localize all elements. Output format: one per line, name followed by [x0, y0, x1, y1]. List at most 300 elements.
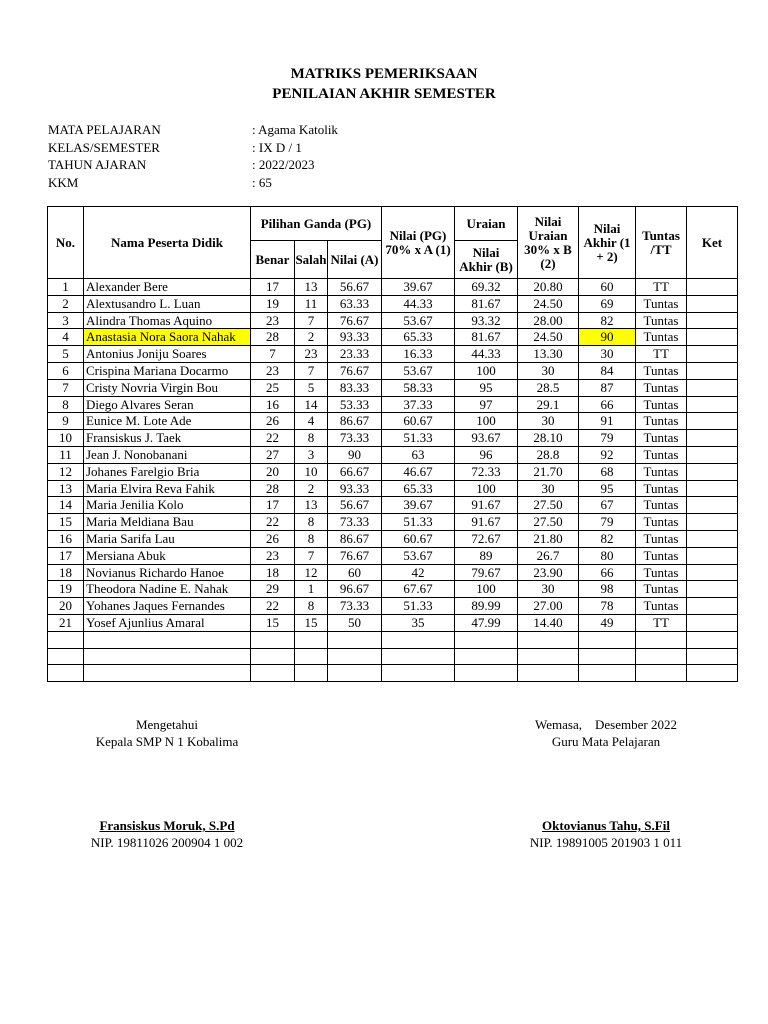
cell-nilai-a: 60	[328, 564, 382, 581]
cell-ket	[687, 446, 738, 463]
cell-nilai-akhir-b: 72.67	[455, 530, 518, 547]
table-row	[48, 329, 738, 346]
cell-nilai-akhir-b: 81.67	[455, 329, 518, 346]
cell-no: 2	[48, 295, 84, 312]
cell-nilai-akhir: 91	[579, 413, 636, 430]
cell-ket	[687, 329, 738, 346]
cell-tuntas: Tuntas	[636, 362, 687, 379]
cell-no: 3	[48, 312, 84, 329]
table-row	[48, 413, 738, 430]
sign-right-name: Oktovianus Tahu, S.Fil	[542, 818, 670, 833]
cell-nilai-pg: 51.33	[382, 514, 455, 531]
cell-nilai-a: 86.67	[328, 413, 382, 430]
sign-right-line1: Wemasa, Desember 2022	[535, 717, 677, 732]
cell-ket	[687, 396, 738, 413]
cell-nilai-pg: 39.67	[382, 279, 455, 296]
table-row	[48, 564, 738, 581]
cell-benar: 15	[251, 614, 295, 631]
cell-no: 18	[48, 564, 84, 581]
cell-salah: 8	[295, 530, 328, 547]
cell-nilai-akhir: 68	[579, 463, 636, 480]
meta-info	[48, 121, 338, 191]
header-no: No.	[48, 207, 84, 279]
cell-nilai-akhir: 79	[579, 430, 636, 447]
empty-cell	[455, 648, 518, 665]
table-row	[48, 547, 738, 564]
cell-nilai-akhir-b: 96	[455, 446, 518, 463]
cell-nilai-akhir: 84	[579, 362, 636, 379]
cell-tuntas: Tuntas	[636, 564, 687, 581]
cell-tuntas: Tuntas	[636, 530, 687, 547]
cell-nilai-pg: 37.33	[382, 396, 455, 413]
cell-nilai-pg: 67.67	[382, 581, 455, 598]
table-row	[48, 530, 738, 547]
cell-nilai-uraian: 30	[518, 362, 579, 379]
cell-no: 1	[48, 279, 84, 296]
cell-nilai-akhir-b: 100	[455, 362, 518, 379]
cell-nilai-uraian: 26.7	[518, 547, 579, 564]
header-nama: Nama Peserta Didik	[84, 207, 251, 279]
cell-nilai-akhir: 82	[579, 312, 636, 329]
cell-tuntas: Tuntas	[636, 295, 687, 312]
cell-ket	[687, 362, 738, 379]
cell-nama: Anastasia Nora Saora Nahak	[84, 329, 251, 346]
empty-cell	[84, 631, 251, 648]
cell-nilai-uraian: 30	[518, 480, 579, 497]
cell-nama: Maria Meldiana Bau	[84, 514, 251, 531]
table-row	[48, 362, 738, 379]
cell-benar: 28	[251, 480, 295, 497]
cell-nilai-uraian: 27.50	[518, 497, 579, 514]
table-row	[48, 379, 738, 396]
table-row	[48, 279, 738, 296]
cell-salah: 5	[295, 379, 328, 396]
header-nilai-akhir: Nilai Akhir (1 + 2)	[579, 207, 636, 279]
cell-nilai-akhir-b: 93.67	[455, 430, 518, 447]
cell-tuntas: Tuntas	[636, 581, 687, 598]
empty-cell	[636, 631, 687, 648]
cell-nama: Cristy Novria Virgin Bou	[84, 379, 251, 396]
cell-nilai-akhir-b: 100	[455, 413, 518, 430]
cell-benar: 26	[251, 413, 295, 430]
table-row	[48, 614, 738, 631]
cell-nama: Alexander Bere	[84, 279, 251, 296]
cell-salah: 8	[295, 514, 328, 531]
cell-salah: 15	[295, 614, 328, 631]
cell-nilai-pg: 42	[382, 564, 455, 581]
empty-cell	[518, 665, 579, 682]
header-nilai-akhir-b: Nilai Akhir (B)	[455, 241, 518, 279]
cell-nilai-akhir-b: 47.99	[455, 614, 518, 631]
cell-benar: 19	[251, 295, 295, 312]
cell-nilai-akhir-b: 97	[455, 396, 518, 413]
sign-left-nip: NIP. 19811026 200904 1 002	[90, 835, 244, 850]
empty-cell	[382, 631, 455, 648]
cell-nilai-uraian: 13.30	[518, 346, 579, 363]
empty-cell	[687, 631, 738, 648]
table-row	[48, 581, 738, 598]
cell-ket	[687, 547, 738, 564]
signature-left	[62, 716, 272, 851]
cell-salah: 10	[295, 463, 328, 480]
empty-cell	[251, 665, 295, 682]
cell-no: 15	[48, 514, 84, 531]
cell-nilai-uraian: 14.40	[518, 614, 579, 631]
cell-nilai-akhir: 66	[579, 396, 636, 413]
cell-benar: 28	[251, 329, 295, 346]
header-nilai-uraian: Nilai Uraian 30% x B (2)	[518, 207, 579, 279]
empty-row	[48, 665, 738, 682]
empty-cell	[518, 631, 579, 648]
cell-nilai-a: 56.67	[328, 279, 382, 296]
empty-cell	[251, 648, 295, 665]
cell-nama: Alextusandro L. Luan	[84, 295, 251, 312]
cell-salah: 7	[295, 362, 328, 379]
cell-tuntas: Tuntas	[636, 312, 687, 329]
cell-salah: 13	[295, 497, 328, 514]
sign-right-line2: Guru Mata Pelajaran	[551, 734, 661, 749]
cell-no: 9	[48, 413, 84, 430]
cell-nilai-pg: 60.67	[382, 530, 455, 547]
cell-nilai-akhir-b: 100	[455, 581, 518, 598]
cell-benar: 26	[251, 530, 295, 547]
empty-cell	[579, 665, 636, 682]
table-body	[48, 279, 738, 682]
cell-nilai-a: 93.33	[328, 329, 382, 346]
cell-nilai-uraian: 23.90	[518, 564, 579, 581]
meta-row-year	[48, 156, 338, 174]
empty-cell	[48, 631, 84, 648]
cell-ket	[687, 530, 738, 547]
meta-row-subject	[48, 121, 338, 139]
cell-ket	[687, 564, 738, 581]
header-nilai-a: Nilai (A)	[328, 241, 382, 279]
empty-cell	[382, 648, 455, 665]
cell-nama: Eunice M. Lote Ade	[84, 413, 251, 430]
cell-tuntas: Tuntas	[636, 379, 687, 396]
empty-cell	[636, 665, 687, 682]
cell-salah: 13	[295, 279, 328, 296]
cell-nilai-akhir: 90	[579, 329, 636, 346]
cell-benar: 17	[251, 279, 295, 296]
cell-no: 13	[48, 480, 84, 497]
cell-tuntas: Tuntas	[636, 480, 687, 497]
table-row	[48, 480, 738, 497]
cell-no: 20	[48, 598, 84, 615]
cell-nilai-pg: 39.67	[382, 497, 455, 514]
cell-nilai-a: 76.67	[328, 362, 382, 379]
cell-ket	[687, 480, 738, 497]
empty-cell	[579, 648, 636, 665]
cell-nilai-uraian: 28.10	[518, 430, 579, 447]
cell-ket	[687, 463, 738, 480]
cell-benar: 16	[251, 396, 295, 413]
title-line-1: MATRIKS PEMERIKSAAN	[290, 66, 478, 82]
cell-tuntas: Tuntas	[636, 598, 687, 615]
cell-nilai-akhir: 67	[579, 497, 636, 514]
cell-nilai-pg: 53.67	[382, 362, 455, 379]
cell-benar: 25	[251, 379, 295, 396]
cell-benar: 17	[251, 497, 295, 514]
cell-salah: 4	[295, 413, 328, 430]
cell-nama: Alindra Thomas Aquino	[84, 312, 251, 329]
cell-nilai-akhir-b: 89	[455, 547, 518, 564]
cell-nilai-akhir-b: 95	[455, 379, 518, 396]
cell-benar: 7	[251, 346, 295, 363]
cell-tuntas: Tuntas	[636, 463, 687, 480]
cell-no: 11	[48, 446, 84, 463]
cell-nilai-akhir: 80	[579, 547, 636, 564]
cell-no: 8	[48, 396, 84, 413]
header-tuntas: Tuntas /TT	[636, 207, 687, 279]
cell-nilai-pg: 65.33	[382, 480, 455, 497]
sign-left-name: Fransiskus Moruk, S.Pd	[99, 818, 235, 833]
cell-nilai-pg: 51.33	[382, 430, 455, 447]
signature-right	[498, 716, 714, 851]
cell-ket	[687, 598, 738, 615]
cell-nilai-a: 53.33	[328, 396, 382, 413]
cell-nilai-a: 50	[328, 614, 382, 631]
empty-cell	[455, 665, 518, 682]
meta-label: KKM	[48, 174, 79, 190]
cell-tuntas: Tuntas	[636, 430, 687, 447]
cell-nilai-a: 66.67	[328, 463, 382, 480]
header-uraian: Uraian	[455, 207, 518, 241]
cell-nama: Maria Elvira Reva Fahik	[84, 480, 251, 497]
empty-cell	[518, 648, 579, 665]
cell-nilai-uraian: 28.8	[518, 446, 579, 463]
cell-benar: 23	[251, 312, 295, 329]
cell-nama: Mersiana Abuk	[84, 547, 251, 564]
cell-ket	[687, 413, 738, 430]
cell-no: 7	[48, 379, 84, 396]
cell-no: 19	[48, 581, 84, 598]
cell-benar: 20	[251, 463, 295, 480]
cell-nilai-uraian: 21.70	[518, 463, 579, 480]
cell-nilai-akhir-b: 72.33	[455, 463, 518, 480]
cell-nilai-pg: 51.33	[382, 598, 455, 615]
cell-no: 5	[48, 346, 84, 363]
cell-nilai-uraian: 24.50	[518, 295, 579, 312]
cell-salah: 7	[295, 547, 328, 564]
cell-tuntas: Tuntas	[636, 547, 687, 564]
cell-nilai-pg: 35	[382, 614, 455, 631]
empty-cell	[328, 665, 382, 682]
cell-nilai-pg: 63	[382, 446, 455, 463]
empty-cell	[295, 648, 328, 665]
cell-nilai-akhir: 30	[579, 346, 636, 363]
cell-benar: 22	[251, 514, 295, 531]
cell-nama: Jean J. Nonobanani	[84, 446, 251, 463]
cell-nilai-pg: 16.33	[382, 346, 455, 363]
cell-nilai-uraian: 21.80	[518, 530, 579, 547]
cell-nilai-uraian: 28.00	[518, 312, 579, 329]
cell-nilai-uraian: 27.50	[518, 514, 579, 531]
cell-nama: Maria Sarifa Lau	[84, 530, 251, 547]
cell-nama: Yohanes Jaques Fernandes	[84, 598, 251, 615]
cell-salah: 12	[295, 564, 328, 581]
cell-nilai-akhir-b: 69.32	[455, 279, 518, 296]
table-row	[48, 295, 738, 312]
cell-nilai-a: 63.33	[328, 295, 382, 312]
empty-cell	[48, 648, 84, 665]
cell-ket	[687, 614, 738, 631]
cell-nama: Antonius Joniju Soares	[84, 346, 251, 363]
cell-ket	[687, 581, 738, 598]
table-row	[48, 598, 738, 615]
cell-nilai-uraian: 30	[518, 581, 579, 598]
cell-tuntas: Tuntas	[636, 497, 687, 514]
cell-ket	[687, 295, 738, 312]
cell-no: 10	[48, 430, 84, 447]
meta-label: MATA PELAJARAN	[48, 122, 161, 137]
cell-salah: 14	[295, 396, 328, 413]
cell-nilai-a: 93.33	[328, 480, 382, 497]
cell-salah: 2	[295, 329, 328, 346]
cell-nilai-akhir: 87	[579, 379, 636, 396]
cell-nama: Maria Jenilia Kolo	[84, 497, 251, 514]
header-salah: Salah	[295, 241, 328, 279]
score-table	[47, 206, 738, 682]
cell-tuntas: TT	[636, 346, 687, 363]
empty-cell	[455, 631, 518, 648]
meta-label: KELAS/SEMESTER	[48, 139, 160, 155]
cell-salah: 8	[295, 598, 328, 615]
empty-cell	[687, 665, 738, 682]
empty-cell	[84, 665, 251, 682]
cell-ket	[687, 379, 738, 396]
cell-nilai-a: 23.33	[328, 346, 382, 363]
cell-nilai-a: 56.67	[328, 497, 382, 514]
cell-no: 4	[48, 329, 84, 346]
cell-nilai-akhir: 49	[579, 614, 636, 631]
empty-cell	[295, 631, 328, 648]
sign-left-line1: Mengetahui	[135, 717, 199, 732]
cell-tuntas: Tuntas	[636, 514, 687, 531]
cell-nilai-akhir-b: 100	[455, 480, 518, 497]
cell-benar: 23	[251, 547, 295, 564]
cell-nilai-akhir-b: 89.99	[455, 598, 518, 615]
cell-nilai-a: 76.67	[328, 312, 382, 329]
title-line-2: PENILAIAN AKHIR SEMESTER	[272, 86, 496, 102]
cell-nilai-uraian: 24.50	[518, 329, 579, 346]
table-row	[48, 396, 738, 413]
table-row	[48, 514, 738, 531]
cell-salah: 1	[295, 581, 328, 598]
cell-salah: 7	[295, 312, 328, 329]
cell-nilai-akhir-b: 91.67	[455, 497, 518, 514]
cell-benar: 18	[251, 564, 295, 581]
empty-cell	[328, 631, 382, 648]
cell-nilai-akhir: 69	[579, 295, 636, 312]
cell-nilai-pg: 46.67	[382, 463, 455, 480]
sign-left-line2: Kepala SMP N 1 Kobalima	[95, 734, 239, 749]
meta-value: : 65	[252, 174, 272, 190]
cell-nilai-a: 73.33	[328, 598, 382, 615]
header-benar: Benar	[251, 241, 295, 279]
table-row	[48, 497, 738, 514]
cell-no: 17	[48, 547, 84, 564]
cell-salah: 2	[295, 480, 328, 497]
cell-nilai-pg: 53.67	[382, 312, 455, 329]
header-ket: Ket	[687, 207, 738, 279]
cell-ket	[687, 514, 738, 531]
cell-nama: Fransiskus J. Taek	[84, 430, 251, 447]
cell-benar: 22	[251, 430, 295, 447]
cell-nilai-akhir: 82	[579, 530, 636, 547]
cell-nilai-akhir: 98	[579, 581, 636, 598]
empty-row	[48, 648, 738, 665]
cell-nilai-a: 83.33	[328, 379, 382, 396]
cell-nilai-uraian: 28.5	[518, 379, 579, 396]
cell-nilai-akhir: 60	[579, 279, 636, 296]
cell-nilai-akhir: 92	[579, 446, 636, 463]
cell-no: 16	[48, 530, 84, 547]
cell-nilai-uraian: 30	[518, 413, 579, 430]
empty-row	[48, 631, 738, 648]
table-row	[48, 446, 738, 463]
cell-ket	[687, 346, 738, 363]
cell-tuntas: Tuntas	[636, 329, 687, 346]
cell-nilai-uraian: 20.80	[518, 279, 579, 296]
cell-nilai-akhir: 66	[579, 564, 636, 581]
meta-row-kkm	[48, 174, 338, 192]
cell-nilai-akhir-b: 79.67	[455, 564, 518, 581]
cell-nama: Diego Alvares Seran	[84, 396, 251, 413]
empty-cell	[382, 665, 455, 682]
header-pg: Pilihan Ganda (PG)	[251, 207, 382, 241]
cell-no: 21	[48, 614, 84, 631]
cell-tuntas: Tuntas	[636, 396, 687, 413]
empty-cell	[251, 631, 295, 648]
cell-nilai-pg: 65.33	[382, 329, 455, 346]
cell-no: 14	[48, 497, 84, 514]
cell-nilai-a: 73.33	[328, 430, 382, 447]
cell-no: 12	[48, 463, 84, 480]
empty-cell	[687, 648, 738, 665]
cell-nilai-a: 86.67	[328, 530, 382, 547]
empty-cell	[328, 648, 382, 665]
cell-salah: 11	[295, 295, 328, 312]
cell-nilai-akhir: 78	[579, 598, 636, 615]
cell-nilai-akhir-b: 44.33	[455, 346, 518, 363]
cell-nama: Yosef Ajunlius Amaral	[84, 614, 251, 631]
header-nilai-pg: Nilai (PG) 70% x A (1)	[382, 207, 455, 279]
empty-cell	[579, 631, 636, 648]
table-row	[48, 463, 738, 480]
empty-cell	[84, 648, 251, 665]
cell-tuntas: Tuntas	[636, 413, 687, 430]
meta-value: : 2022/2023	[252, 157, 315, 172]
cell-nilai-akhir-b: 91.67	[455, 514, 518, 531]
cell-nilai-uraian: 27.00	[518, 598, 579, 615]
cell-ket	[687, 312, 738, 329]
cell-nama: Johanes Farelgio Bria	[84, 463, 251, 480]
cell-nilai-akhir: 79	[579, 514, 636, 531]
meta-label: TAHUN AJARAN	[48, 157, 147, 172]
cell-ket	[687, 279, 738, 296]
cell-salah: 23	[295, 346, 328, 363]
cell-nilai-pg: 44.33	[382, 295, 455, 312]
cell-ket	[687, 430, 738, 447]
meta-value: : IX D / 1	[252, 139, 302, 155]
cell-salah: 3	[295, 446, 328, 463]
cell-tuntas: TT	[636, 279, 687, 296]
sign-right-nip: NIP. 19891005 201903 1 011	[529, 835, 683, 850]
cell-nama: Crispina Mariana Docarmo	[84, 362, 251, 379]
meta-value: : Agama Katolik	[252, 122, 338, 137]
meta-row-class	[48, 139, 338, 157]
